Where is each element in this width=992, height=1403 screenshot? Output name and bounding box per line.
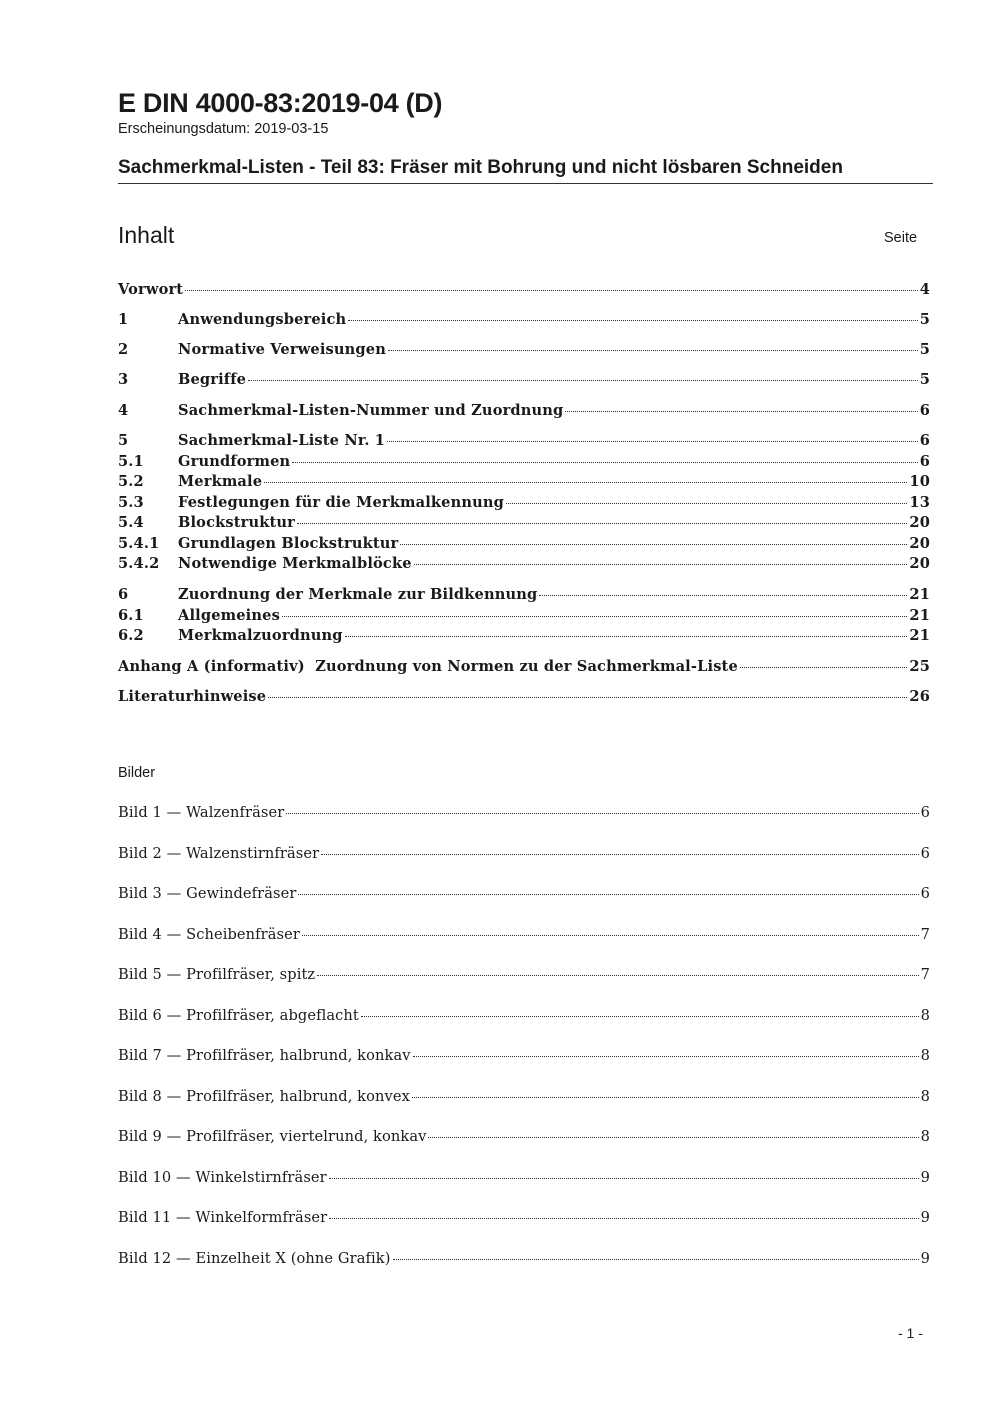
document-id: E DIN 4000-83:2019-04 (D) <box>118 88 443 118</box>
dot-leader <box>414 564 908 565</box>
figure-entry-page: 9 <box>920 1250 930 1267</box>
dot-leader <box>321 854 918 855</box>
toc-entry-number: 5.3 <box>118 494 144 511</box>
toc-entry-page: 10 <box>909 473 930 490</box>
toc-entry-5-4[interactable] <box>118 514 930 531</box>
dot-leader <box>282 616 907 617</box>
figure-entry-page: 6 <box>920 804 930 821</box>
toc-entry-page: 5 <box>919 341 930 358</box>
figure-entry-title: Bild 9 — Profilfräser, viertelrund, konkav <box>118 1128 427 1145</box>
figure-entry-title: Bild 10 — Winkelstirnfräser <box>118 1169 327 1186</box>
toc-entry-page: 4 <box>919 281 930 298</box>
toc-entry-number: 5.4.2 <box>118 555 160 572</box>
toc-entry-5[interactable] <box>118 432 930 449</box>
toc-entry-6-2[interactable] <box>118 627 930 644</box>
toc-entry-page: 21 <box>909 627 930 644</box>
dot-leader <box>387 441 918 442</box>
toc-entry-number: 3 <box>118 371 129 388</box>
figure-entry-5[interactable] <box>118 966 930 983</box>
dot-leader <box>302 935 919 936</box>
toc-entry-annex-a[interactable] <box>118 658 930 675</box>
dot-leader <box>539 595 907 596</box>
toc-entry-title: Anhang A (informativ) Zuordnung von Normen zu der Sachmerkmal-Liste <box>118 658 738 675</box>
dot-leader <box>413 1056 919 1057</box>
figure-entry-page: 9 <box>920 1209 930 1226</box>
toc-entry-5-4-1[interactable] <box>118 535 930 552</box>
figure-entry-title: Bild 12 — Einzelheit X (ohne Grafik) <box>118 1250 391 1267</box>
figure-entry-title: Bild 1 — Walzenfräser <box>118 804 285 821</box>
figure-entry-8[interactable] <box>118 1088 930 1105</box>
dot-leader <box>248 380 918 381</box>
dot-leader <box>565 411 917 412</box>
figure-entry-10[interactable] <box>118 1169 930 1186</box>
figure-entry-page: 7 <box>920 966 930 983</box>
toc-entry-5-3[interactable] <box>118 494 930 511</box>
dot-leader <box>400 544 907 545</box>
dot-leader <box>740 667 908 668</box>
toc-entry-title: Begriffe <box>178 371 247 388</box>
figures-heading: Bilder <box>118 765 156 781</box>
toc-entry-page: 26 <box>909 688 930 705</box>
figure-entry-page: 8 <box>920 1088 930 1105</box>
dot-leader <box>348 320 917 321</box>
page-number: - 1 - <box>898 1325 923 1341</box>
figure-entry-title: Bild 6 — Profilfräser, abgeflacht <box>118 1007 359 1024</box>
toc-entry-title: Grundformen <box>178 453 291 470</box>
toc-entry-title: Zuordnung der Merkmale zur Bildkennung <box>178 586 538 603</box>
toc-entry-2[interactable] <box>118 341 930 358</box>
title-divider <box>118 183 933 184</box>
figure-entry-title: Bild 11 — Winkelformfräser <box>118 1209 328 1226</box>
toc-entry-6[interactable] <box>118 586 930 603</box>
dot-leader <box>388 350 918 351</box>
figure-entry-page: 8 <box>920 1128 930 1145</box>
dot-leader <box>185 290 918 291</box>
dot-leader <box>317 975 918 976</box>
figure-entry-2[interactable] <box>118 845 930 862</box>
toc-entry-1[interactable] <box>118 311 930 328</box>
toc-entry-title: Anwendungsbereich <box>178 311 347 328</box>
dot-leader <box>292 462 917 463</box>
figure-entry-title: Bild 2 — Walzenstirnfräser <box>118 845 320 862</box>
toc-entry-page: 5 <box>919 371 930 388</box>
toc-entry-number: 5.4 <box>118 514 144 531</box>
figure-entry-title: Bild 3 — Gewindefräser <box>118 885 297 902</box>
toc-entry-title: Sachmerkmal-Liste Nr. 1 <box>178 432 386 449</box>
figure-entry-page: 8 <box>920 1047 930 1064</box>
figure-entry-6[interactable] <box>118 1007 930 1024</box>
toc-entry-title: Festlegungen für die Merkmalkennung <box>178 494 504 511</box>
toc-entry-title: Normative Verweisungen <box>178 341 386 358</box>
dot-leader <box>298 894 918 895</box>
toc-entry-number: 5.1 <box>118 453 144 470</box>
figure-entry-7[interactable] <box>118 1047 930 1064</box>
dot-leader <box>297 523 907 524</box>
toc-entry-title: Merkmalzuordnung <box>178 627 343 644</box>
toc-entry-number: 5 <box>118 432 129 449</box>
toc-entry-page: 20 <box>909 555 930 572</box>
figure-entry-11[interactable] <box>118 1209 930 1226</box>
toc-entry-number: 1 <box>118 311 129 328</box>
document-title: Sachmerkmal-Listen - Teil 83: Fräser mit Bohrung und nicht lösbaren Schneiden <box>118 157 843 178</box>
figure-entry-1[interactable] <box>118 804 930 821</box>
toc-entry-page: 25 <box>909 658 930 675</box>
toc-entry-title: Sachmerkmal-Listen-Nummer und Zuordnung <box>178 402 564 419</box>
toc-entry-page: 21 <box>909 586 930 603</box>
figure-entry-title: Bild 7 — Profilfräser, halbrund, konkav <box>118 1047 411 1064</box>
dot-leader <box>329 1218 918 1219</box>
toc-heading: Inhalt <box>118 222 175 248</box>
toc-entry-number: 5.4.1 <box>118 535 160 552</box>
toc-entry-number: 6 <box>118 586 129 603</box>
toc-entry-number: 6.1 <box>118 607 144 624</box>
toc-entry-page: 13 <box>909 494 930 511</box>
page-column-label: Seite <box>884 230 918 246</box>
toc-entry-page: 5 <box>919 311 930 328</box>
toc-entry-bibliography[interactable] <box>118 688 930 705</box>
figure-entry-4[interactable] <box>118 926 930 943</box>
figure-entry-title: Bild 4 — Scheibenfräser <box>118 926 300 943</box>
dot-leader <box>506 503 907 504</box>
toc-entry-title: Blockstruktur <box>178 514 295 531</box>
figure-entry-page: 6 <box>920 845 930 862</box>
figure-entry-title: Bild 8 — Profilfräser, halbrund, konvex <box>118 1088 410 1105</box>
toc-entry-4[interactable] <box>118 402 930 419</box>
toc-entry-title: Grundlagen Blockstruktur <box>178 535 399 552</box>
figure-entry-page: 9 <box>920 1169 930 1186</box>
dot-leader <box>361 1016 919 1017</box>
toc-entry-page: 6 <box>919 453 930 470</box>
toc-entry-title: Merkmale <box>178 473 263 490</box>
dot-leader <box>428 1137 918 1138</box>
toc-entry-number: 2 <box>118 341 129 358</box>
toc-entry-page: 6 <box>919 402 930 419</box>
toc-entry-title: Notwendige Merkmalblöcke <box>178 555 412 572</box>
toc-entry-number: 5.2 <box>118 473 144 490</box>
toc-entry-page: 20 <box>909 514 930 531</box>
publication-date: Erscheinungsdatum: 2019-03-15 <box>118 121 329 137</box>
toc-entry-title: Allgemeines <box>178 607 280 624</box>
figure-entry-9[interactable] <box>118 1128 930 1145</box>
figure-entry-page: 7 <box>920 926 930 943</box>
toc-entry-5-4-2[interactable] <box>118 555 930 572</box>
toc-entry-6-1[interactable] <box>118 607 930 624</box>
toc-entry-5-2[interactable] <box>118 473 930 490</box>
figure-entry-page: 6 <box>920 885 930 902</box>
dot-leader <box>286 813 918 814</box>
toc-entry-title: Vorwort <box>118 281 184 298</box>
toc-entry-title: Literaturhinweise <box>118 688 267 705</box>
figure-entry-3[interactable] <box>118 885 930 902</box>
dot-leader <box>393 1259 919 1260</box>
dot-leader <box>412 1097 919 1098</box>
toc-entry-page: 6 <box>919 432 930 449</box>
dot-leader <box>268 697 907 698</box>
toc-entry-number: 4 <box>118 402 129 419</box>
figure-entry-title: Bild 5 — Profilfräser, spitz <box>118 966 316 983</box>
figure-entry-12[interactable] <box>118 1250 930 1267</box>
figure-entry-page: 8 <box>920 1007 930 1024</box>
toc-entry-3[interactable] <box>118 371 930 388</box>
toc-entry-page: 21 <box>909 607 930 624</box>
toc-entry-vorwort[interactable] <box>118 281 930 298</box>
dot-leader <box>345 636 908 637</box>
toc-entry-page: 20 <box>909 535 930 552</box>
dot-leader <box>329 1178 919 1179</box>
toc-entry-5-1[interactable] <box>118 453 930 470</box>
dot-leader <box>264 482 907 483</box>
toc-entry-number: 6.2 <box>118 627 144 644</box>
